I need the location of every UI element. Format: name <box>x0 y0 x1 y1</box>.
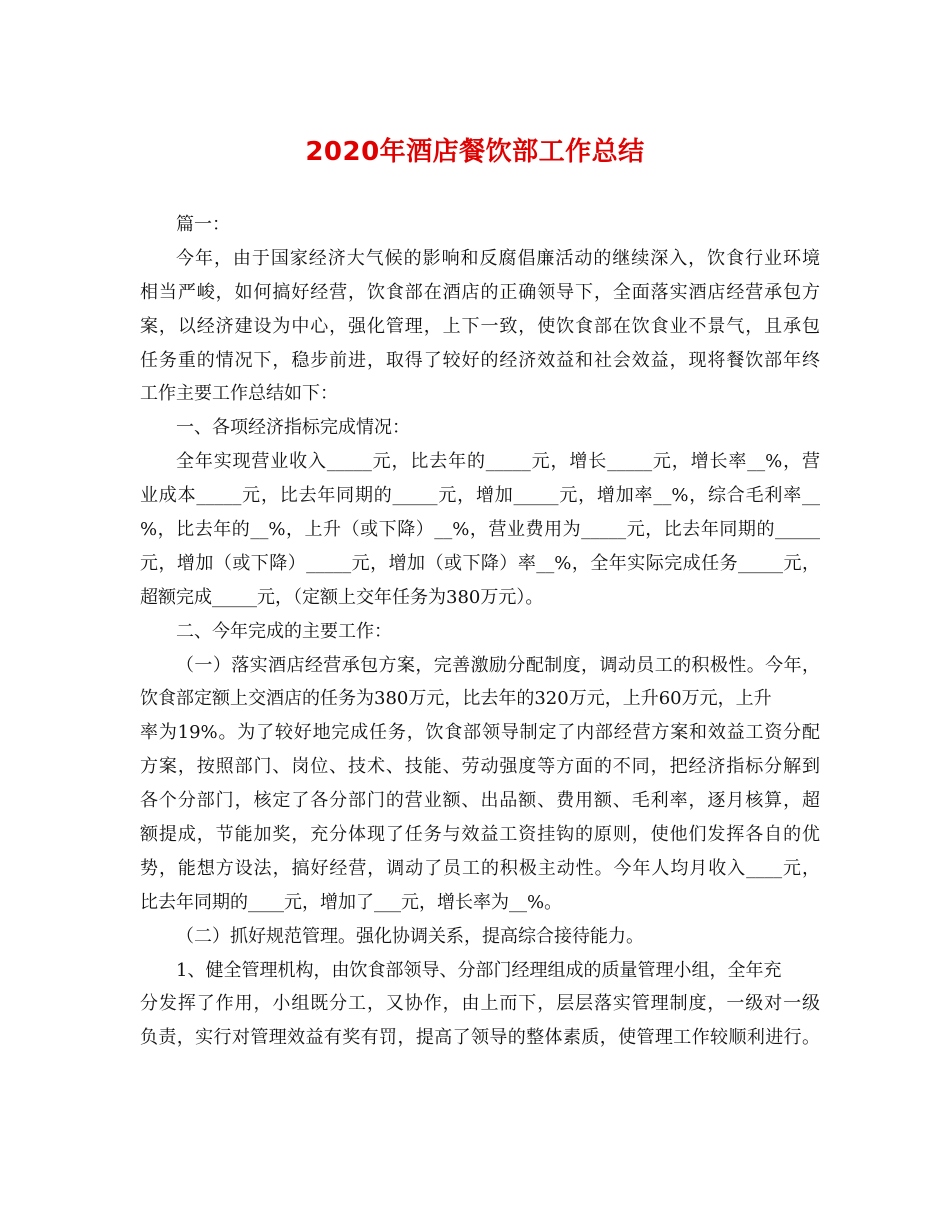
paragraph-line: %，比去年的__%，上升（或下降）__%，营业费用为_____元，比去年同期的_____ <box>140 519 820 541</box>
paragraph-line: 相当严峻，如何搞好经营，饮食部在酒店的正确领导下，全面落实酒店经营承包方 <box>140 281 820 303</box>
paragraph-line: 全年实现营业收入_____元，比去年的_____元，增长_____元，增长率__%，营 <box>176 451 820 473</box>
paragraph-line: 超额完成_____元，（定额上交年任务为380万元）。 <box>140 586 544 608</box>
paragraph-line: 今年，由于国家经济大气候的影响和反腐倡廉活动的继续深入，饮食行业环境 <box>176 247 820 269</box>
paragraph-line: 比去年同期的____元，增加了___元，增长率为__%。 <box>140 891 563 913</box>
document-body <box>140 208 820 1055</box>
paragraph-line: 任务重的情况下，稳步前进，取得了较好的经济效益和社会效益，现将餐饮部年终 <box>140 349 820 371</box>
paragraph-line: 元，增加（或下降）_____元，增加（或下降）率__%，全年实际完成任务_____元， <box>140 552 820 574</box>
paragraph-line: （一）落实酒店经营承包方案，完善激励分配制度，调动员工的积极性。今年， <box>176 654 820 676</box>
paragraph-line: 势，能想方设法，搞好经营，调动了员工的积极主动性。今年人均月收入____元， <box>140 857 820 879</box>
section-label-pian1: 篇一： <box>176 214 230 235</box>
section-heading-1: 一、各项经济指标完成情况： <box>176 417 410 439</box>
paragraph-line: 负责，实行对管理效益有奖有罚，提高了领导的整体素质，使管理工作较顺利进行。 <box>140 1027 820 1049</box>
paragraph-line: 额提成，节能加奖，充分体现了任务与效益工资挂钩的原则，使他们发挥各自的优 <box>140 824 820 846</box>
paragraph-line: 分发挥了作用，小组既分工，又协作，由上而下，层层落实管理制度，一级对一级 <box>140 993 820 1015</box>
paragraph-line: 案，以经济建设为中心，强化管理，上下一致，使饮食部在饮食业不景气，且承包 <box>140 315 820 337</box>
paragraph-line: 工作主要工作总结如下： <box>140 383 338 405</box>
paragraph-line: 各个分部门，核定了各分部门的营业额、出品额、费用额、毛利率，逐月核算，超 <box>140 790 820 812</box>
paragraph-line: 饮食部定额上交酒店的任务为380万元，比去年的320万元，上升60万元，上升 <box>140 688 772 710</box>
paragraph-line: 方案，按照部门、岗位、技术、技能、劳动强度等方面的不同，把经济指标分解到 <box>140 756 820 778</box>
paragraph-line: 率为19%。为了较好地完成任务，饮食部领导制定了内部经营方案和效益工资分配 <box>140 722 820 744</box>
paragraph-line: 1、健全管理机构，由饮食部领导、分部门经理组成的质量管理小组，全年充 <box>176 959 782 981</box>
document-title: 2020年酒店餐饮部工作总结 <box>305 137 645 167</box>
subsection-heading: （二）抓好规范管理。强化协调关系，提高综合接待能力。 <box>176 925 644 947</box>
paragraph-line: 业成本_____元，比去年同期的_____元，增加_____元，增加率__%，综合毛利率__ <box>140 485 820 507</box>
section-heading-2: 二、今年完成的主要工作： <box>176 620 392 642</box>
